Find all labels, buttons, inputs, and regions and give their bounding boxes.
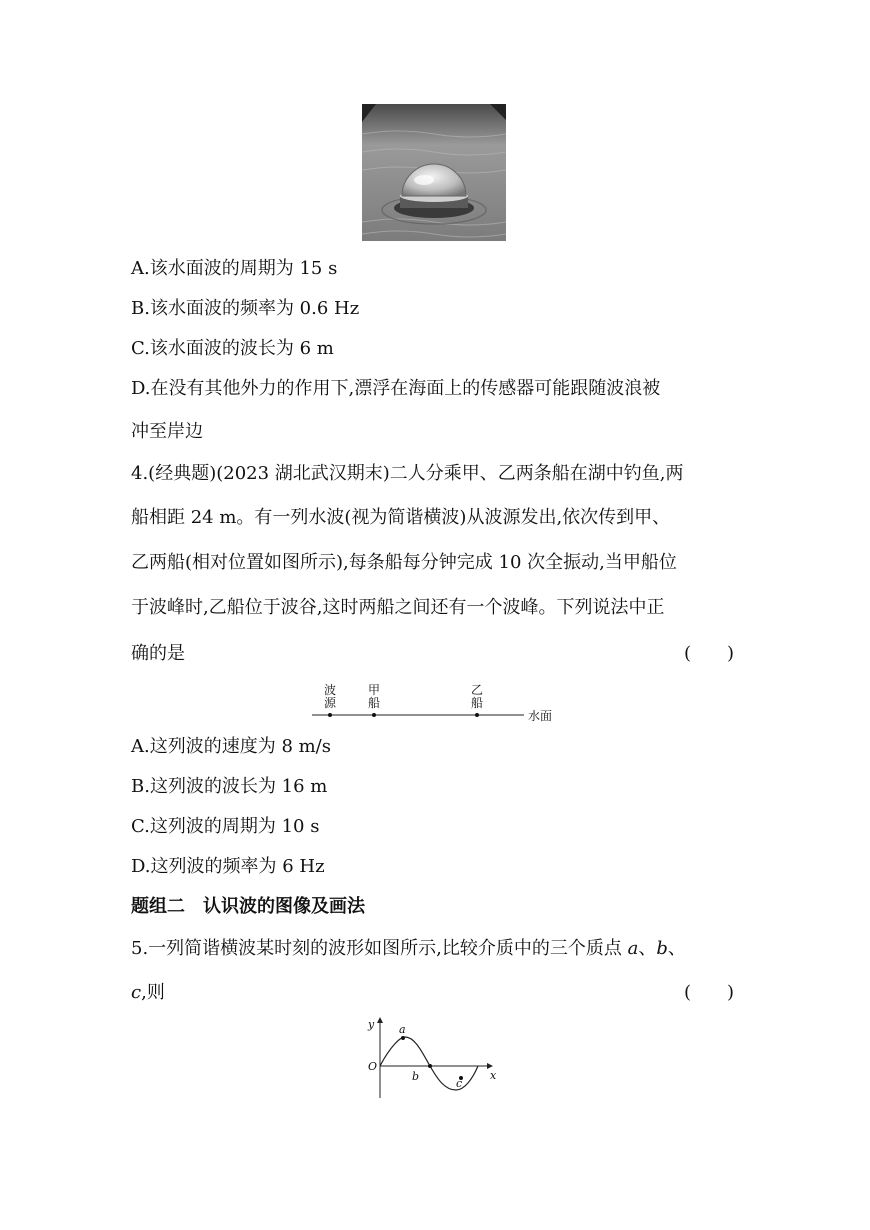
q3-option-c: C.该水面波的波长为 6 m: [131, 338, 334, 359]
point-a-label: a: [399, 1023, 406, 1036]
q4-answer-paren: ( ): [684, 643, 735, 664]
source-dot: [328, 713, 332, 717]
yi-label-bottom: 船: [470, 696, 484, 710]
waveform-graph: [360, 1012, 510, 1104]
jia-label-top: 甲: [367, 683, 381, 697]
q4-option-b: B.这列波的波长为 16 m: [131, 776, 328, 797]
q5-stem-text-2: ,则: [141, 982, 165, 1003]
q3-option-a: A.该水面波的周期为 15 s: [131, 258, 338, 279]
sensor-buoy-photo: [362, 104, 506, 241]
q4-stem-line-5: 确的是: [131, 643, 185, 664]
point-a-dot: [401, 1036, 405, 1040]
q5-stem-line-1: [131, 938, 686, 960]
q3-option-b: B.该水面波的频率为 0.6 Hz: [131, 298, 360, 319]
q4-stem-line-3: 乙两船(相对位置如图所示),每条船每分钟完成 10 次全振动,当甲船位: [131, 552, 677, 573]
q5-sep-1: 、: [638, 938, 657, 959]
yi-label-top: 乙: [470, 683, 484, 697]
q4-stem-line-4: 于波峰时,乙船位于波谷,这时两船之间还有一个波峰。下列说法中正: [131, 597, 665, 618]
q4-option-c: C.这列波的周期为 10 s: [131, 816, 320, 837]
boat-position-diagram: [300, 680, 570, 726]
q4-option-d: D.这列波的频率为 6 Hz: [131, 856, 325, 877]
q5-stem-text: 5.一列简谐横波某时刻的波形如图所示,比较介质中的三个质点: [131, 938, 628, 959]
point-c-label: c: [456, 1077, 463, 1090]
q3-option-d: D.在没有其他外力的作用下,漂浮在海面上的传感器可能跟随波浪被: [131, 378, 661, 399]
q5-point-a: a: [627, 938, 639, 959]
q5-point-c: c: [131, 982, 142, 1003]
q5-answer-paren: ( ): [684, 982, 735, 1003]
point-b-dot: [428, 1064, 432, 1068]
section-heading: 题组二 认识波的图像及画法: [131, 896, 365, 917]
jia-label-bottom: 船: [367, 696, 381, 710]
q3-option-d-continued: 冲至岸边: [131, 421, 203, 442]
q4-stem-line-1: 4.(经典题)(2023 湖北武汉期末)二人分乘甲、乙两条船在湖中钓鱼,两: [131, 463, 684, 484]
q4-option-a: A.这列波的速度为 8 m/s: [131, 736, 331, 757]
jia-boat-dot: [372, 713, 376, 717]
q4-stem-line-2: 船相距 24 m。有一列水波(视为简谐横波)从波源发出,依次传到甲、: [131, 507, 671, 528]
source-label-top: 波: [323, 683, 337, 697]
point-b-label: b: [412, 1070, 420, 1083]
q5-point-b: b: [656, 938, 668, 959]
source-label-bottom: 源: [323, 696, 337, 710]
y-axis-label: y: [368, 1018, 375, 1031]
x-axis-label: x: [490, 1069, 497, 1082]
yi-boat-dot: [475, 713, 479, 717]
origin-label: O: [368, 1060, 378, 1073]
q5-stem-line-2: [131, 982, 165, 1004]
q5-sep-2: 、: [667, 938, 686, 959]
water-surface-label: 水面: [528, 709, 553, 723]
wave-curve: [380, 1037, 478, 1090]
